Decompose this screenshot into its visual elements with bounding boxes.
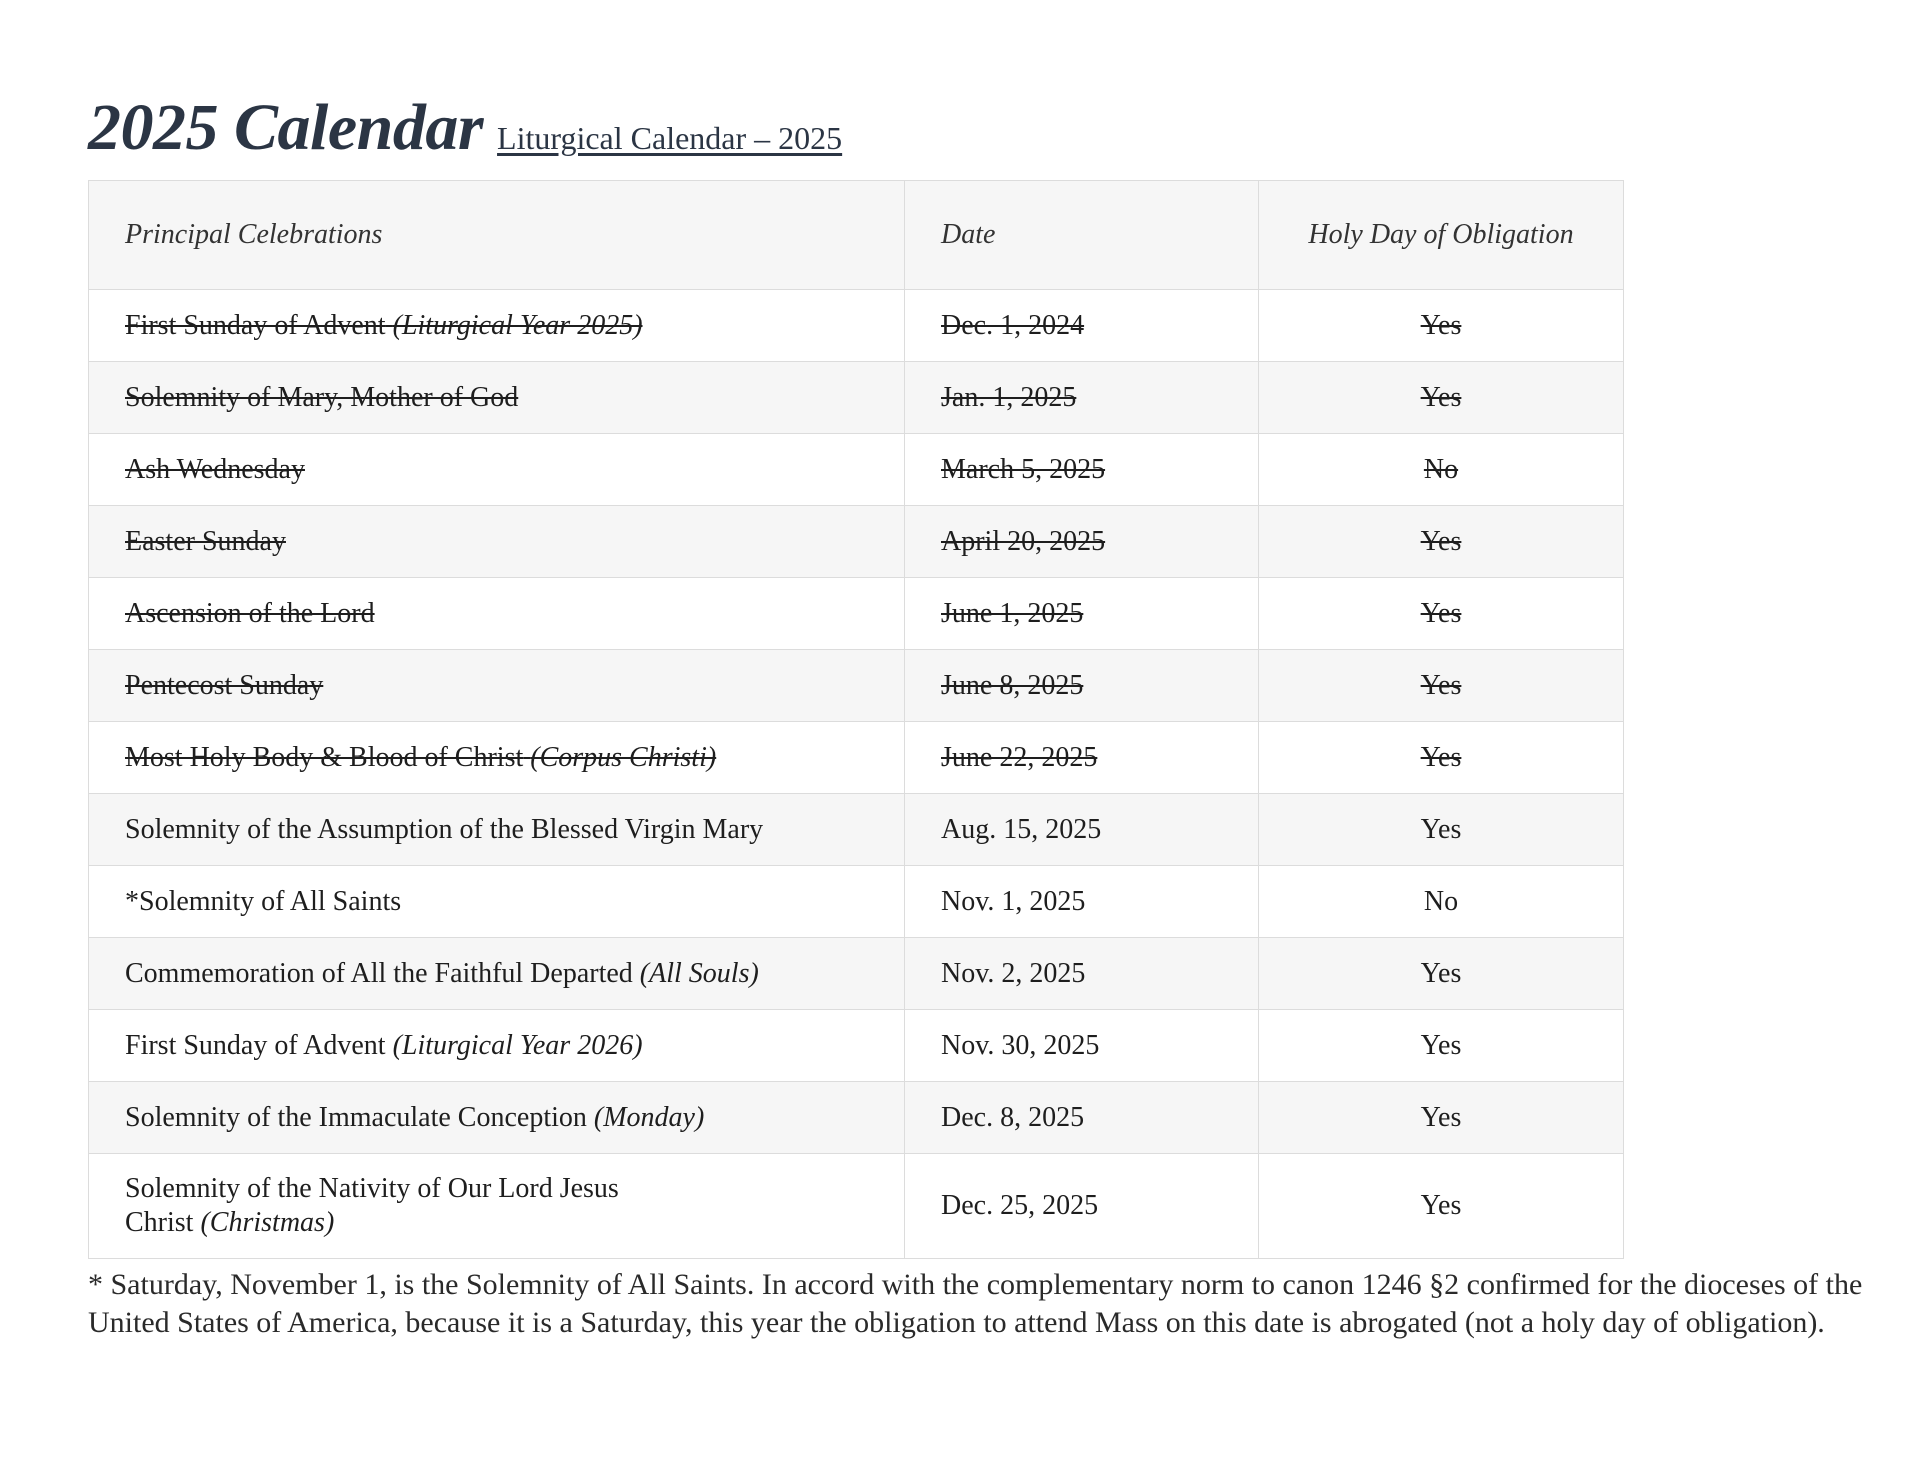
date-cell <box>905 1154 1259 1259</box>
celebration-note: (Corpus Christi) <box>530 741 717 773</box>
celebration-name: Commemoration of All the Faithful Departed <box>125 957 633 989</box>
celebration-date: Aug. 15, 2025 <box>941 813 1102 845</box>
table-row <box>89 290 1624 362</box>
celebration-date: March 5, 2025 <box>941 453 1106 485</box>
date-cell <box>905 362 1259 434</box>
table-row <box>89 362 1624 434</box>
page-subtitle-link[interactable]: Liturgical Calendar – 2025 <box>497 120 843 156</box>
date-cell <box>905 794 1259 866</box>
table-row <box>89 1154 1624 1259</box>
obligation-value: Yes <box>1420 1029 1462 1061</box>
celebration-date: April 20, 2025 <box>941 525 1106 557</box>
table-row <box>89 434 1624 506</box>
celebration-note: (Liturgical Year 2025) <box>392 309 643 341</box>
celebration-cell <box>89 1082 905 1154</box>
celebration-date: June 1, 2025 <box>941 597 1084 629</box>
obligation-value: Yes <box>1420 309 1462 341</box>
date-cell <box>905 578 1259 650</box>
celebration-cell <box>89 866 905 938</box>
obligation-cell <box>1259 434 1624 506</box>
table-row <box>89 506 1624 578</box>
celebration-cell <box>89 794 905 866</box>
celebration-date: June 22, 2025 <box>941 741 1098 773</box>
date-cell <box>905 1082 1259 1154</box>
obligation-cell <box>1259 866 1624 938</box>
obligation-cell <box>1259 1082 1624 1154</box>
celebration-name: Solemnity of the Assumption of the Blessed Virgin Mary <box>125 813 764 845</box>
celebration-date: Nov. 30, 2025 <box>941 1029 1100 1061</box>
page-title: 2025 Calendar <box>88 91 484 164</box>
celebration-name: *Solemnity of All Saints <box>125 885 402 917</box>
table-header-row <box>89 181 1624 290</box>
celebration-cell <box>89 434 905 506</box>
celebration-name-continued: Christ <box>125 1207 194 1238</box>
celebration-name: First Sunday of Advent <box>125 1029 386 1061</box>
date-cell <box>905 938 1259 1010</box>
obligation-value: Yes <box>1420 1101 1462 1133</box>
celebration-name: Pentecost Sunday <box>125 669 324 701</box>
celebration-name: Easter Sunday <box>125 525 286 557</box>
table-row <box>89 1082 1624 1154</box>
celebration-date: Dec. 25, 2025 <box>941 1190 1099 1221</box>
date-cell <box>905 506 1259 578</box>
celebration-note: (All Souls) <box>639 957 759 989</box>
table-row <box>89 794 1624 866</box>
celebration-note: (Liturgical Year 2026) <box>392 1029 643 1061</box>
obligation-value: Yes <box>1420 525 1462 557</box>
celebration-name: Solemnity of Mary, Mother of God <box>125 381 519 413</box>
obligation-value: Yes <box>1420 1190 1462 1221</box>
obligation-value: No <box>1423 453 1459 485</box>
celebration-date: Dec. 1, 2024 <box>941 309 1085 341</box>
footnote: * Saturday, November 1, is the Solemnity of All Saints. In accord with the complementary norm to canon 1246 §2 confirmed for the dioceses of the United States of America, because it is a Saturday, this year the obligation to attend Mass on this date is abrogated (not a holy day of obligation). <box>88 1268 1863 1339</box>
obligation-cell <box>1259 1154 1624 1259</box>
celebration-name-struck <box>125 742 716 773</box>
celebration-cell <box>89 578 905 650</box>
column-header-celebrations: Principal Celebrations <box>89 181 905 290</box>
table-row <box>89 1010 1624 1082</box>
column-header-date: Date <box>905 181 1259 290</box>
celebration-cell <box>89 722 905 794</box>
celebration-note: (Monday) <box>593 1101 705 1133</box>
obligation-value: Yes <box>1420 741 1462 773</box>
table-row <box>89 938 1624 1010</box>
celebration-date: Jan. 1, 2025 <box>941 381 1077 413</box>
celebration-cell <box>89 506 905 578</box>
obligation-value: Yes <box>1420 669 1462 701</box>
obligation-cell <box>1259 362 1624 434</box>
celebration-date: Nov. 2, 2025 <box>941 957 1086 989</box>
celebration-cell <box>89 938 905 1010</box>
obligation-value: Yes <box>1420 957 1462 989</box>
obligation-cell <box>1259 722 1624 794</box>
table-row <box>89 578 1624 650</box>
date-cell <box>905 1010 1259 1082</box>
celebration-cell <box>89 362 905 434</box>
page-heading <box>88 90 842 166</box>
date-cell <box>905 434 1259 506</box>
obligation-value: Yes <box>1420 381 1462 413</box>
celebration-cell <box>89 1154 905 1259</box>
celebration-name: First Sunday of Advent <box>125 309 386 341</box>
table-row <box>89 722 1624 794</box>
celebration-name: Most Holy Body & Blood of Christ <box>125 741 524 773</box>
celebration-date: Nov. 1, 2025 <box>941 885 1086 917</box>
celebration-name: Solemnity of the Immaculate Conception <box>125 1101 587 1133</box>
date-cell <box>905 290 1259 362</box>
table-row <box>89 866 1624 938</box>
date-cell <box>905 866 1259 938</box>
celebration-name: Ash Wednesday <box>125 453 305 485</box>
date-cell <box>905 722 1259 794</box>
obligation-cell <box>1259 650 1624 722</box>
obligation-value: No <box>1423 885 1459 917</box>
celebrations-table <box>88 180 1624 1259</box>
celebration-date: Dec. 8, 2025 <box>941 1101 1085 1133</box>
celebration-date: June 8, 2025 <box>941 669 1084 701</box>
obligation-value: Yes <box>1420 597 1462 629</box>
obligation-cell <box>1259 506 1624 578</box>
celebration-name: Ascension of the Lord <box>125 597 375 629</box>
obligation-cell <box>1259 1010 1624 1082</box>
table-row <box>89 650 1624 722</box>
obligation-cell <box>1259 938 1624 1010</box>
date-cell <box>905 650 1259 722</box>
celebration-name: Solemnity of the Nativity of Our Lord Jesus <box>125 1173 619 1204</box>
obligation-cell <box>1259 578 1624 650</box>
celebration-name-struck <box>125 310 643 341</box>
celebration-cell <box>89 290 905 362</box>
celebration-cell <box>89 1010 905 1082</box>
celebration-cell <box>89 650 905 722</box>
obligation-cell <box>1259 290 1624 362</box>
column-header-obligation: Holy Day of Obligation <box>1259 181 1624 290</box>
obligation-value: Yes <box>1420 813 1462 845</box>
celebration-note: (Christmas) <box>200 1207 335 1238</box>
obligation-cell <box>1259 794 1624 866</box>
